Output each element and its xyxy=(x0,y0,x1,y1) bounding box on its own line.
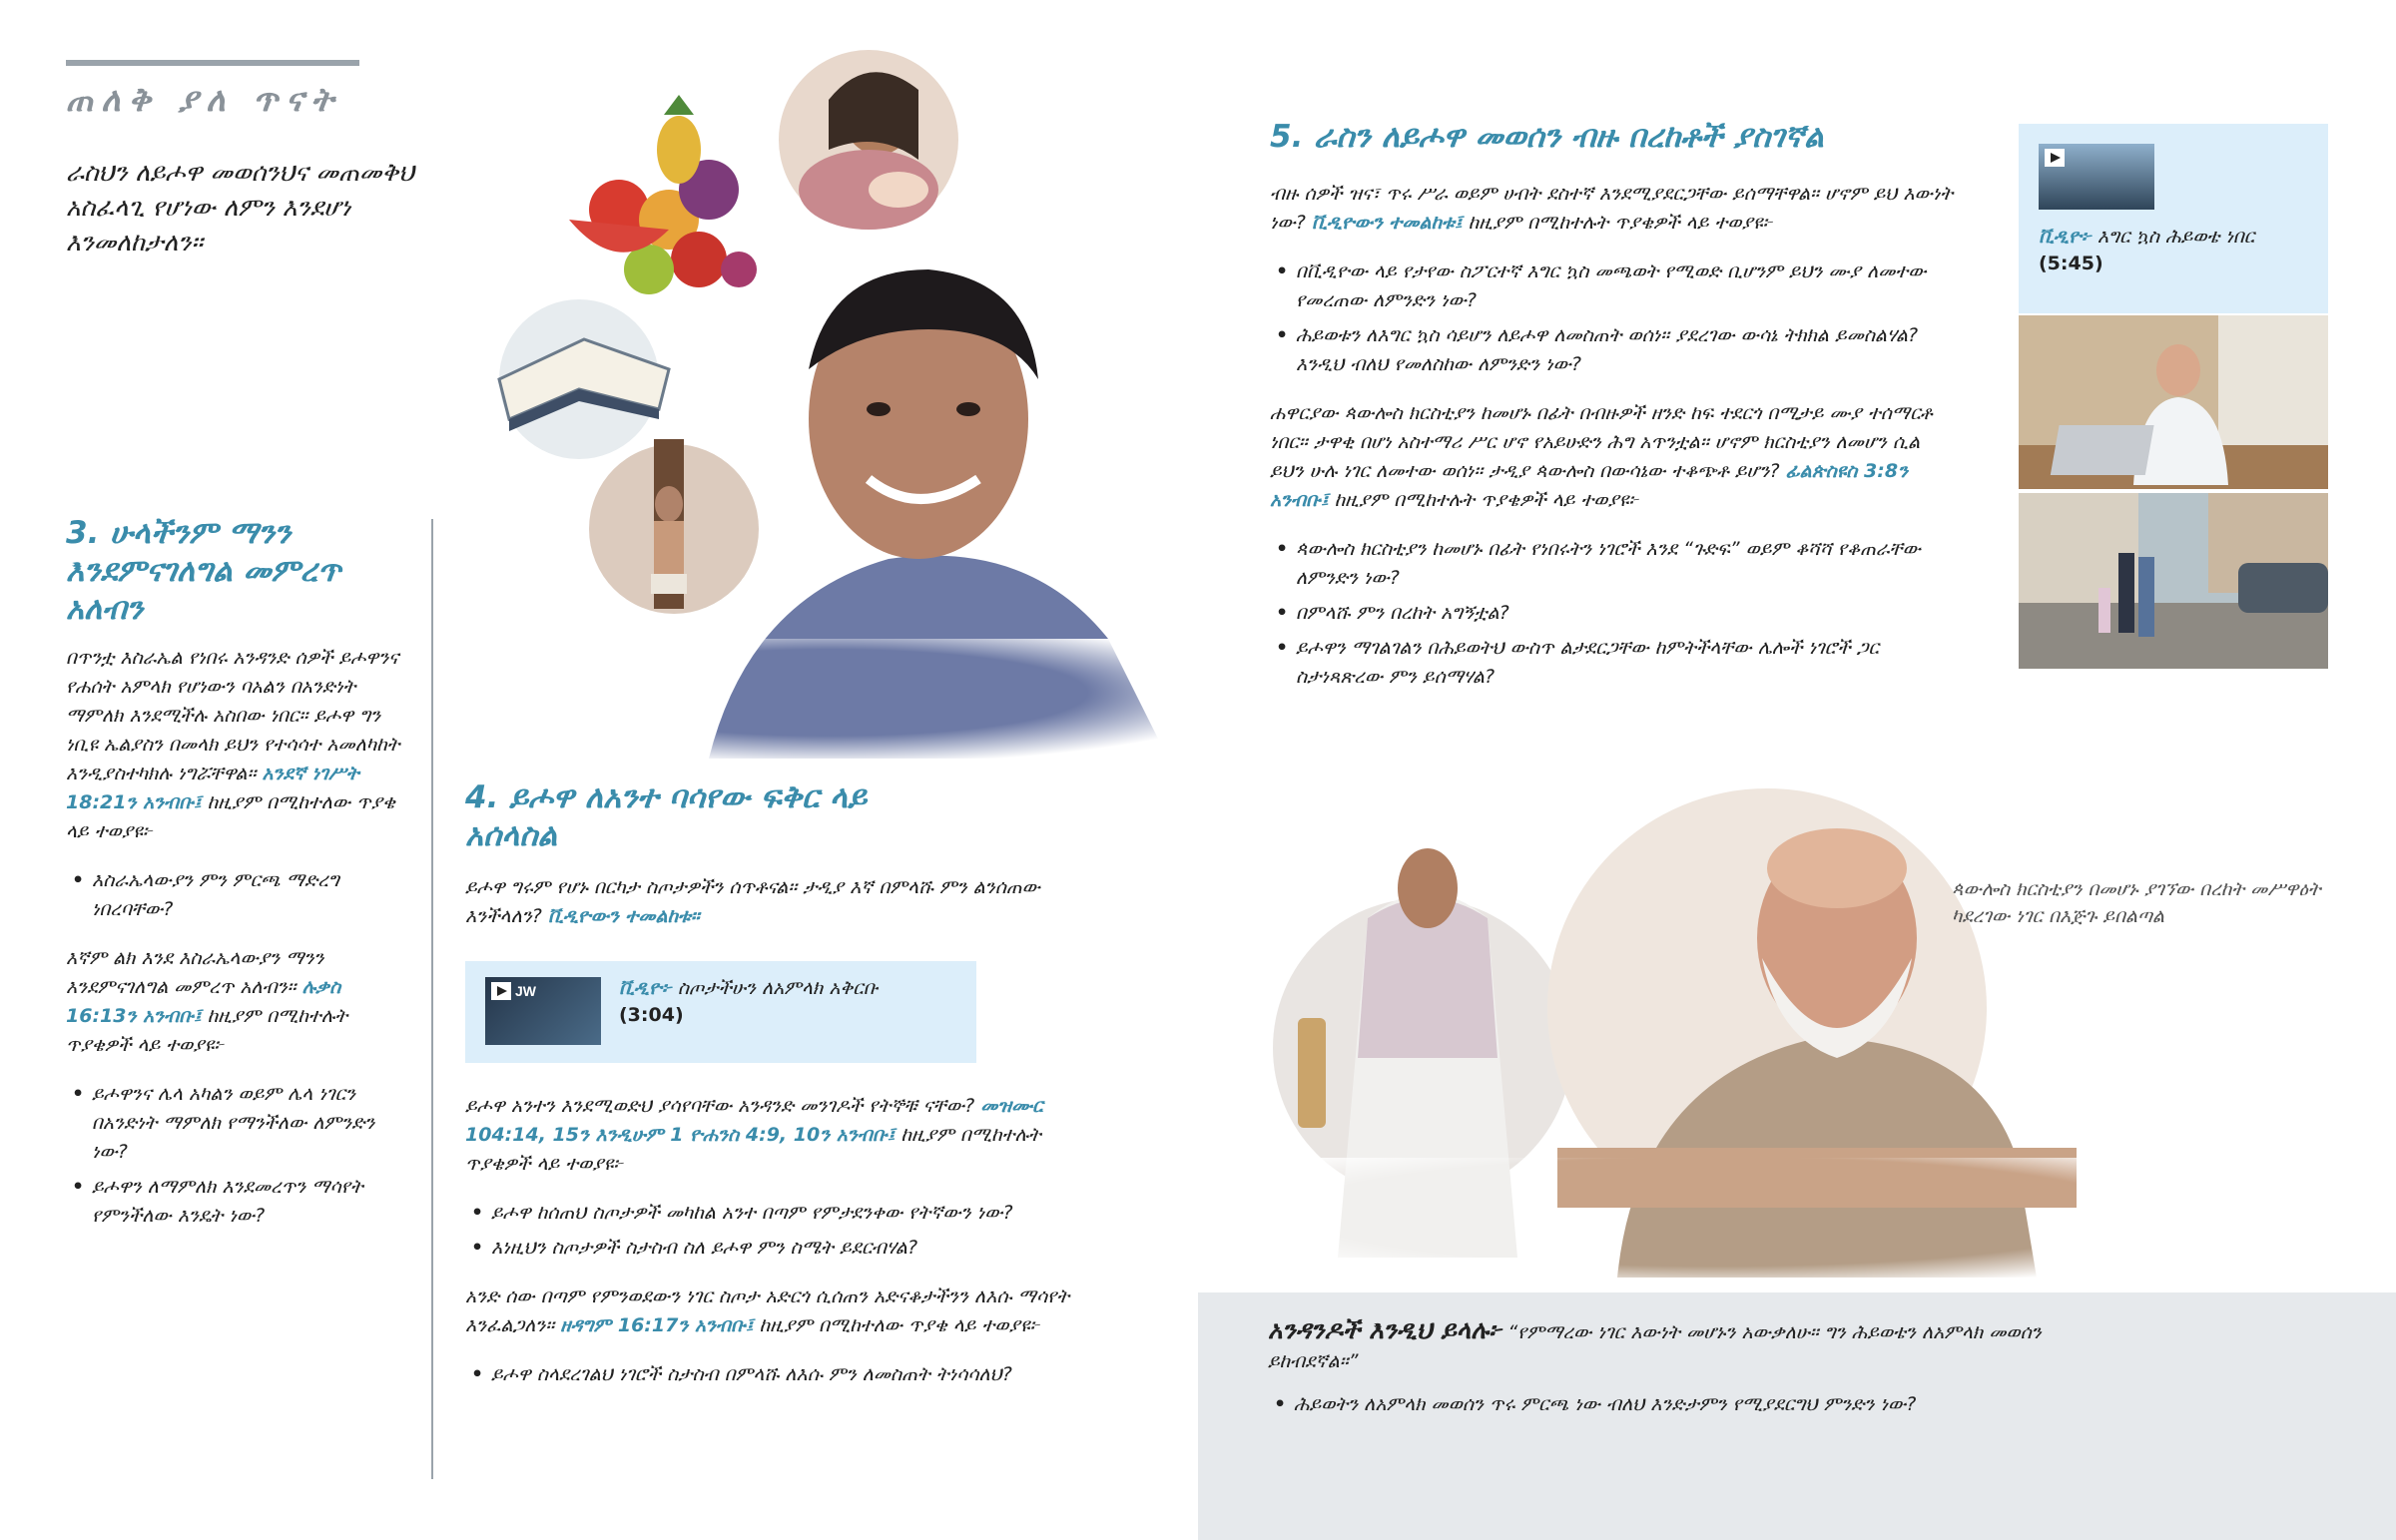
section-4-questions-1 xyxy=(465,1199,1104,1263)
some-say-questions xyxy=(1268,1390,2126,1419)
some-say-quote: “የምማረው ነገር እውነት መሆኑን አውቃለሁ። ግን ሕይወቴን ለአምላክ መወሰን ይከብደኛል።” xyxy=(1268,1321,2042,1372)
section-3-questions-2 xyxy=(66,1080,405,1231)
video-label: ቪዲዮ፦ ስጦታችሁን ለአምላክ አቅርቡ (3:04) xyxy=(619,975,958,1029)
section-4-title: 4. ይሖዋ ለአንተ ባሳየው ፍቅር ላይ አሰላስል xyxy=(465,779,868,853)
street-witnessing-photo xyxy=(2019,493,2328,669)
section-5-questions-2 xyxy=(1270,535,1955,692)
section-3-paragraph-2: እኛም ልክ እንደ እስራኤላውያን ማንን እንደምናገለግል መምረጥ አለብን። ሉቃስ 16:13ን አንብቡ፤ ከዚያም በሚከተሉት ጥያቄዎች ላይ ተወያዩ፦ xyxy=(66,947,348,1056)
section-3-questions-1 xyxy=(66,866,405,924)
scripture-link-deuteronomy[interactable]: ዘዳግም 16:17ን አንብቡ፤ xyxy=(560,1314,754,1336)
some-say-label: አንዳንዶች እንዲህ ይላሉ፦ xyxy=(1268,1315,1502,1344)
scripture-link-luke[interactable]: ሉቃስ 16:13ን አንብቡ፤ xyxy=(66,976,341,1027)
question-item: • ጳውሎስ ክርስቲያን ከመሆኑ በፊት የነበሩትን ነገሮች እንደ “ጉድፍ” ወይም ቆሻሻ የቆጠራቸው ለምንድን ነው? xyxy=(1270,535,1955,593)
play-icon xyxy=(491,982,511,1000)
intro-text: ራስህን ለይሖዋ መወሰንህና መጠመቅህ አስፈላጊ የሆነው ለምን እንደሆነ እንመለከታለን። xyxy=(66,158,415,257)
question-item: • ይሖዋ ከሰጠህ ስጦታዎች መካከል አንተ በጣም የምታደንቀው የትኛውን ነው? xyxy=(465,1199,1104,1228)
question-item: • እስራኤላውያን ምን ምርጫ ማድረግ ነበረባቸው? xyxy=(66,866,405,924)
section-4-body: ይሖዋ አንተን እንደሚወድህ ያሳየባቸው አንዳንድ መንገዶች የትኞቹ ናቸው? መዝሙር 104:14, 15ን እንዲሁም 1 ዮሐንስ 4:9, 10ን አንብቡ፤ ከዚያም በሚከተሉት ጥያቄዎች ላይ ተወያዩ፦ • ይሖዋ ከሰጠህ ስጦታዎች መካከል አንተ በጣም የምታደንቀው የትኛውን ነው? • እነዚህን ስጦታዎች ስታስብ ስለ ይሖዋ ምን ስሜት ይደርብሃል? አንድ ሰው በጣም የምንወደውን ነገር ስጦታ አድርጎ ሲሰጠን አድናቆታችንን ለእሱ ማሳየት እንፈልጋለን። ዘዳግም 16:17ን አንብቡ፤ ከዚያም በሚከተለው ጥያቄ ላይ ተወያዩ፦ • ይሖዋ ስላደረገልህ ነገሮች ስታስብ በምላሹ ለእሱ ምን ለመስጠት ትነሳሳለህ? xyxy=(465,1092,1104,1409)
question-item: • በምላሹ ምን በረከት አግኝቷል? xyxy=(1270,599,1955,628)
question-item: • በቪዲዮው ላይ የታየው ስፖርተኛ እግር ኳስ መጫወት የሚወድ ቢሆንም ይህን ሙያ ለመተው የመረጠው ለምንድን ነው? xyxy=(1270,257,1955,315)
apostle-paul-illustration xyxy=(1258,739,2176,1278)
question-item: • ይሖዋንና ሌላ አካልን ወይም ሌላ ነገርን በአንድነት ማምለክ የማንችለው ለምንድን ነው? xyxy=(66,1080,405,1167)
video-title: ስጦታችሁን ለአምላክ አቅርቡ xyxy=(677,977,879,999)
question-item: • ይሖዋን ለማምለክ እንደመረጥን ማሳየት የምንችለው እንዴት ነው? xyxy=(66,1173,405,1231)
section-3-body xyxy=(66,644,405,1251)
header-rule xyxy=(66,60,359,66)
question-item: • ይሖዋ ስላደረገልህ ነገሮች ስታስብ በምላሹ ለእሱ ምን ለመስጠት ትነሳሳለህ? xyxy=(465,1360,1104,1389)
fruit-basket xyxy=(569,95,757,294)
man-laptop-photo xyxy=(2019,315,2328,489)
play-icon xyxy=(2045,149,2065,167)
question-item: • ሕይወትን ለአምላክ መወሰን ጥሩ ምርጫ ነው ብለህ እንድታምን የሚያደርግህ ምንድን ነው? xyxy=(1268,1390,2126,1419)
some-say-content xyxy=(1268,1315,2126,1439)
gifts-illustration xyxy=(469,40,1188,759)
section-5-title: 5. ራስን ለይሖዋ መወሰን ብዙ በረከቶች ያስገኛል xyxy=(1270,119,1824,155)
section-3-title: 3. ሁላችንም ማንን እንደምናገለግል መምረጥ አለብን xyxy=(66,515,341,627)
watch-video-link[interactable]: ቪዲዮውን ተመልከቱ። xyxy=(547,905,700,927)
section-5-body: ብዙ ሰዎች ዝና፣ ጥሩ ሥራ ወይም ሀብት ደስተኛ እንደሚያደርጋቸው ይሰማቸዋል። ሆኖም ይህ እውነት ነው? ቪዲዮውን ተመልከቱ፤ ከዚያም በሚከተሉት ጥያቄዎች ላይ ተወያዩ፦ • በቪዲዮው ላይ የታየው ስፖርተኛ እግር ኳስ መጫወት የሚወድ ቢሆንም ይህን ሙያ ለመተው የመረጠው ለምንድን ነው? • ሕይወቱን ለእግር ኳስ ሳይሆን ለይሖዋ ለመስጠት ወሰነ። ያደረገው ውሳኔ ትክክል ይመስልሃል? እንዲህ ብለህ የመለስከው ለምንድን ነው? ሐዋርያው ጳውሎስ ክርስቲያን ከመሆኑ በፊት በብዙዎች ዘንድ ከፍ ተደርጎ በሚታይ ሙያ ተሰማርቶ ነበር። ታዋቂ በሆነ አስተማሪ ሥር ሆኖ የአይሁድን ሕግ አጥንቷል። ሆኖም ክርስቲያን ለመሆን ሲል ይህን ሁሉ ነገር ለመተው ወሰነ። ታዲያ ጳውሎስ በውሳኔው ተቆጭቶ ይሆን? ፊልጵስዩስ 3:8ን አንብቡ፤ ከዚያም በሚከተሉት ጥያቄዎች ላይ ተወያዩ፦ • ጳውሎስ ክርስቲያን ከመሆኑ በፊት የነበሩትን ነገሮች እንደ “ጉድፍ” ወይም ቆሻሻ የቆጠራቸው ለምንድን ነው? • በምላሹ ምን በረከት አግኝቷል? • ይሖዋን ማገልገልን በሕይወትህ ውስጥ ልታደርጋቸው ከምትችላቸው ሌሎች ነገሮች ጋር ስታነጻጽረው ምን ይሰማሃል? xyxy=(1270,180,1955,712)
video-thumbnail[interactable] xyxy=(2039,144,2154,210)
video-label: ቪዲዮ፦ እግር ኳስ ሕይወቴ ነበር (5:45) xyxy=(2039,224,2318,277)
question-item: • ሕይወቱን ለእግር ኳስ ሳይሆን ለይሖዋ ለመስጠት ወሰነ። ያደረገው ውሳኔ ትክክል ይመስልሃል? እንዲህ ብለህ የመለስከው ለምንድን ነው? xyxy=(1270,321,1955,379)
section-3-paragraph-1: በጥንቷ እስራኤል የነበሩ አንዳንድ ሰዎች ይሖዋንና የሐሰት አምላክ የሆነውን ባአልን በአንድነት ማምለክ እንደሚችሉ አስበው ነበር። ይሖዋ ግን ነቢዩ ኤልያስን በመላክ ይህን የተሳሳተ አመለካከት እንዲያስተካክሉ ነግሯቸዋል። አንደኛ ነገሥት 18:21ን አንብቡ፤ ከዚያም በሚከተለው ጥያቄ ላይ ተወያዩ፦ xyxy=(66,647,400,842)
scripture-link-psalms[interactable]: መዝሙር 104:14, 15ን እንዲሁም 1 ዮሐንስ 4:9, 10ን አንብቡ፤ xyxy=(465,1095,1043,1146)
watch-video-link-football[interactable]: ቪዲዮውን ተመልከቱ፤ xyxy=(1311,212,1463,234)
question-item: • ይሖዋን ማገልገልን በሕይወትህ ውስጥ ልታደርጋቸው ከምትችላቸው ሌሎች ነገሮች ጋር ስታነጻጽረው ምን ይሰማሃል? xyxy=(1270,634,1955,692)
video-duration: (5:45) xyxy=(2039,253,2103,274)
section-4-intro: ይሖዋ ግሩም የሆኑ በርካታ ስጦታዎችን ሰጥቶናል። ታዲያ እኛ በምላሹ ምን ልንሰጠው እንችላለን? ቪዲዮውን ተመልከቱ። xyxy=(465,876,1040,927)
scripture-link-1-kings[interactable]: አንደኛ ነገሥት 18:21ን አንብቡ፤ xyxy=(66,763,359,813)
video-title: እግር ኳስ ሕይወቴ ነበር xyxy=(2096,226,2255,248)
video-duration: (3:04) xyxy=(619,1004,684,1026)
deeper-study-label: ጠለቅ ያለ ጥናት xyxy=(66,80,342,119)
video-card-football[interactable] xyxy=(2019,124,2328,313)
scripture-link-philippians[interactable]: ፊልጵስዩስ 3:8ን አንብቡ፤ xyxy=(1270,460,1909,511)
jw-badge: JW xyxy=(515,983,536,999)
question-item: • እነዚህን ስጦታዎች ስታስብ ስለ ይሖዋ ምን ስሜት ይደርብሃል? xyxy=(465,1234,1104,1263)
section-5-questions-1 xyxy=(1270,257,1955,379)
section-4-questions-2 xyxy=(465,1360,1104,1389)
video-thumbnail[interactable] xyxy=(485,977,601,1045)
column-divider xyxy=(431,519,433,1479)
video-card-gifts[interactable] xyxy=(465,961,976,1063)
illustration-caption: ጳውሎስ ክርስቲያን በመሆኑ ያገኘው በረከት መሥዋዕት ካደረገው ነገር በእጅጉ ይበልጣል xyxy=(1952,878,2321,927)
